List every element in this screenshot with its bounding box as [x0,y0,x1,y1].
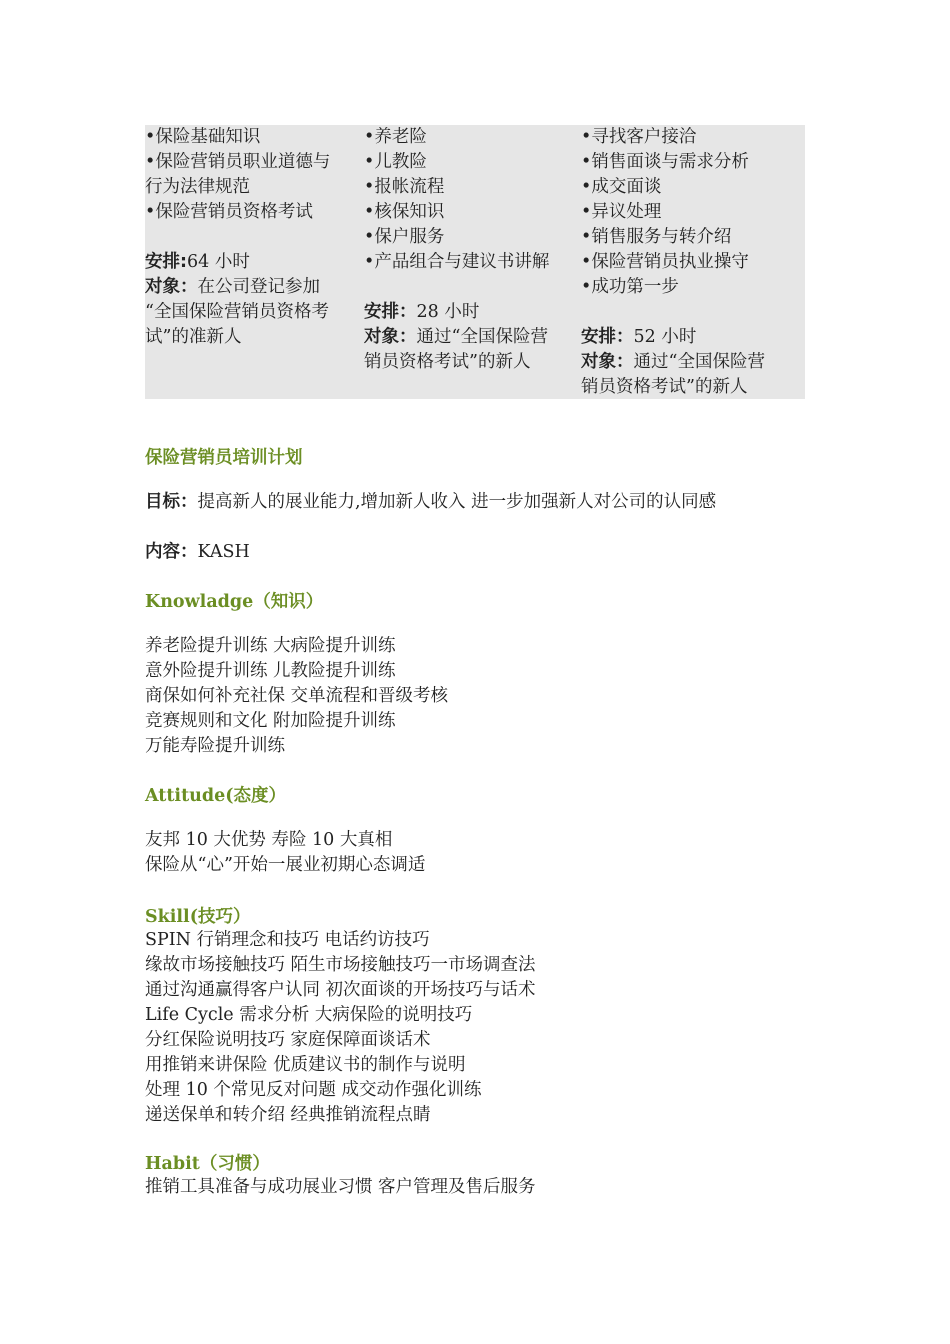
arrangement-value: 64 小时 [187,252,250,272]
target-row: 对象：通过“全国保险营 [581,352,765,372]
stage-column-2: •养老险 •儿教险 •报帐流程 •核保知识 •保户服务 •产品组合与建议书讲解 安排：28 小时 对象：通过“全国保险营 销员资格考试”的新人 [364,125,581,375]
arrangement-value: 28 小时 [416,302,480,322]
list-item: •产品组合与建议书讲解 [364,252,550,272]
arrangement-row [145,250,363,275]
list-item: 万能寿险提升训练 [145,736,285,756]
plan-title: 保险营销员培训计划 [145,448,303,468]
list-item: •儿教险 [364,152,427,172]
target-row: 对象：在公司登记参加 [145,277,320,297]
skill-heading: Skill(技巧） [145,907,251,927]
stage-column-3: •寻找客户接洽 •销售面谈与需求分析 •成交面谈 •异议处理 •销售服务与转介绍 •保险营销员执业操守 •成功第一步 安排：52 小时 对象：通过“全国保险营 销员资格考试”的新人 [581,125,805,400]
list-item: 缘故市场接触技巧 陌生市场接触技巧一市场调查法 [145,955,536,975]
list-item: 处理 10 个常见反对问题 成交动作强化训练 [145,1080,482,1100]
list-item: 通过沟通赢得客户认同 初次面谈的开场技巧与话术 [145,980,536,1000]
goal-label: 目标： [145,492,198,512]
attitude-heading: Attitude(态度） [145,786,287,806]
habit-heading: Habit（习惯） [145,1154,270,1174]
list-item: •保险基础知识 [145,127,261,147]
goal-line [145,488,716,513]
content-text: KASH [197,542,250,562]
list-item: 行为法律规范 [145,177,250,197]
list-item: •成功第一步 [581,277,679,297]
target-label: 对象： [364,327,417,347]
list-item: •保户服务 [364,227,445,247]
list-item: SPIN 行销理念和技巧 电话约访技巧 [145,930,430,950]
list-item: 用推销来讲保险 优质建议书的制作与说明 [145,1055,466,1075]
arrangement-label: 安排: [145,252,187,272]
arrangement-label: 安排： [581,327,634,347]
content-label: 内容： [145,542,198,562]
stage-column-1: •保险基础知识 •保险营销员职业道德与 行为法律规范 •保险营销员资格考试 安排:64 小时 对象：在公司登记参加 “全国保险营销员资格考 试”的准新人 [145,125,363,350]
list-item: 养老险提升训练 大病险提升训练 [145,636,396,656]
list-item: 保险从“心”开始一展业初期心态调适 [145,855,426,875]
list-item: •销售服务与转介绍 [581,227,732,247]
list-item: •异议处理 [581,202,662,222]
list-item: •寻找客户接洽 [581,127,697,147]
training-stages-table [145,125,805,399]
list-item: 竞赛规则和文化 附加险提升训练 [145,711,396,731]
skill-list [145,928,536,1128]
habit-list [145,1175,536,1200]
arrangement-label: 安排： [364,302,417,322]
list-item: •核保知识 [364,202,445,222]
target-label: 对象： [581,352,634,372]
list-item: 递送保单和转介绍 经典推销流程点睛 [145,1105,431,1125]
list-item: •报帐流程 [364,177,445,197]
list-item: 推销工具准备与成功展业习惯 客户管理及售后服务 [145,1177,536,1197]
list-item: Life Cycle 需求分析 大病保险的说明技巧 [145,1005,473,1025]
target-label: 对象： [145,277,198,297]
list-item: •保险营销员职业道德与 [145,152,331,172]
list-item: 分红保险说明技巧 家庭保障面谈话术 [145,1030,431,1050]
list-item: •养老险 [364,127,427,147]
list-item: •保险营销员执业操守 [581,252,749,272]
arrangement-value: 52 小时 [633,327,697,347]
list-item: •销售面谈与需求分析 [581,152,749,172]
content-line [145,538,250,563]
list-item: 友邦 10 大优势 寿险 10 大真相 [145,830,393,850]
arrangement-row [581,325,805,350]
target-row: 对象：通过“全国保险营 [364,327,548,347]
arrangement-row [364,300,581,325]
list-item: 意外险提升训练 儿教险提升训练 [145,661,396,681]
attitude-list [145,828,425,878]
knowledge-heading: Knowladge（知识） [145,592,324,612]
list-item: 商保如何补充社保 交单流程和晋级考核 [145,686,449,706]
knowledge-list [145,634,448,759]
goal-text: 提高新人的展业能力,增加新人收入 进一步加强新人对公司的认同感 [197,492,717,512]
list-item: •保险营销员资格考试 [145,202,313,222]
list-item: •成交面谈 [581,177,662,197]
